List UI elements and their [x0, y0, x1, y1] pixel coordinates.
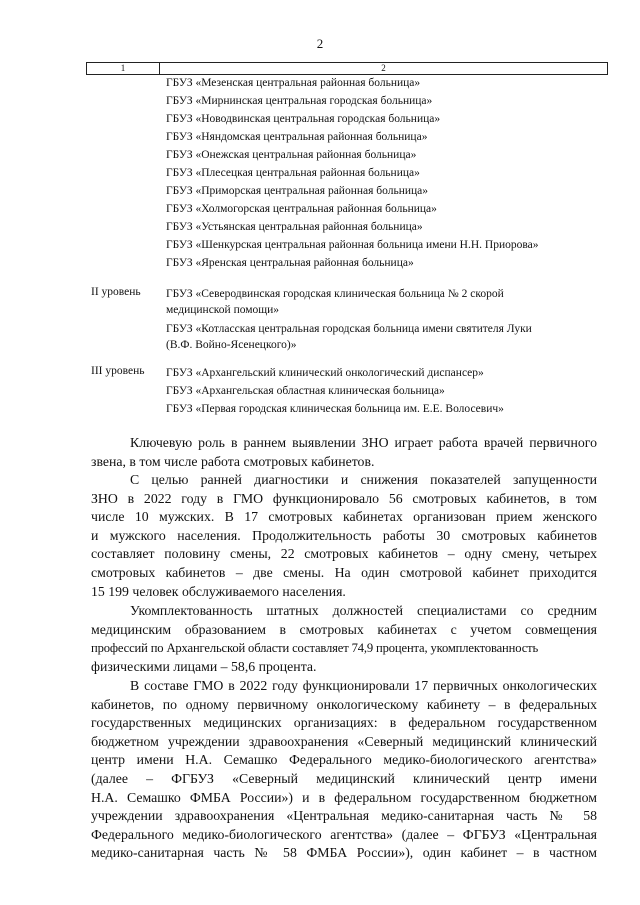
text-line: центр имени Н.А. Семашко Федерального медико-биологического агентства»	[91, 752, 597, 768]
text-line: составляет половину смены, 22 смотровых кабинетов – одну смену, четырех	[91, 546, 597, 562]
hospital-entry: ГБУЗ «Холмогорская центральная районная больница»	[166, 203, 437, 215]
paragraph	[91, 602, 597, 676]
hospital-entry-line: ГБУЗ «Котласская центральная городская больница имени святителя Луки	[166, 323, 532, 335]
table-header-col-1: 1	[87, 63, 160, 74]
hospital-entry	[166, 286, 606, 318]
hospital-entry: ГБУЗ «Плесецкая центральная районная больница»	[166, 167, 420, 179]
page-number: 2	[316, 36, 324, 51]
table-header	[86, 62, 608, 75]
hospital-entry: ГБУЗ «Няндомская центральная районная больница»	[166, 131, 428, 143]
text-line: государственных медицинских организациях: в федеральном государственном	[91, 715, 597, 731]
text-line: профессий по Архангельской области составляет 74,9 процента, укомплектованность	[91, 641, 539, 656]
text-line: Ключевую роль в раннем выявлении ЗНО играет работа врачей первичного	[130, 435, 597, 450]
hospital-entry: ГБУЗ «Шенкурская центральная районная больница имени Н.Н. Приорова»	[166, 239, 539, 251]
hospital-entry: ГБУЗ «Мезенская центральная районная больница»	[166, 77, 421, 89]
hospital-entry: ГБУЗ «Мирнинская центральная городская больница»	[166, 95, 433, 107]
hospital-entry: ГБУЗ «Приморская центральная районная больница»	[166, 185, 429, 197]
hospital-entry: ГБУЗ «Яренская центральная районная больница»	[166, 257, 414, 269]
hospital-entry: ГБУЗ «Новодвинская центральная городская больница»	[166, 113, 441, 125]
text-line: Укомплектованность штатных должностей специалистами со средним	[130, 603, 597, 618]
text-line: медицинским образованием в смотровых кабинетах с учетом совмещения	[91, 621, 597, 637]
paragraph	[91, 677, 597, 863]
text-line: С целью ранней диагностики и снижения показателей запущенности	[130, 472, 597, 487]
hospital-entry: ГБУЗ «Онежская центральная районная больница»	[166, 149, 417, 161]
hospital-entry-line: медицинской помощи»	[166, 304, 280, 316]
text-line: учреждении здравоохранения «Центральная медико-санитарная часть № 58	[91, 808, 597, 824]
hospital-entry	[166, 321, 606, 353]
text-line: медико-санитарная часть № 58 ФМБА России»), один кабинет – в частном	[91, 845, 597, 861]
level-3-label: III уровень	[91, 365, 145, 377]
text-line: кабинетов, по одному первичному онкологическому кабинету – в федеральных	[91, 696, 597, 712]
text-line: и мужского населения. Продолжительность работы 30 смотровых кабинетов	[91, 527, 597, 543]
text-line: числе 10 мужских. В 17 смотровых кабинетах организован прием женского	[91, 509, 597, 525]
text-line: физическими лицами – 58,6 процента.	[91, 658, 317, 674]
hospital-entry-line: (В.Ф. Войно-Ясенецкого)»	[166, 339, 297, 351]
text-line: Н.А. Семашко ФМБА России») и в федеральном государственном бюджетном	[91, 789, 597, 805]
text-line: бюджетном учреждении здравоохранения «Северный медицинский клинический	[91, 733, 597, 749]
text-line: ЗНО в 2022 году в ГМО функционировало 56 смотровых кабинетов, в том	[91, 490, 597, 506]
text-line: смотровых кабинетов – две смены. На один смотровой кабинет приходится	[91, 564, 597, 580]
text-line: 15 199 человек обслуживаемого населения.	[91, 583, 346, 599]
paragraph	[91, 434, 597, 471]
hospital-entry: ГБУЗ «Устьянская центральная районная больница»	[166, 221, 423, 233]
paragraph	[91, 471, 597, 601]
hospital-entry-line: ГБУЗ «Северодвинская городская клиническая больница № 2 скорой	[166, 288, 504, 300]
text-line: Федерального медико-биологического агентства» (далее – ФГБУЗ «Центральная	[91, 826, 597, 842]
text-line: В составе ГМО в 2022 году функционировали 17 первичных онкологических	[130, 678, 597, 693]
hospital-entry: ГБУЗ «Архангельский клинический онкологический диспансер»	[166, 367, 484, 379]
level-2-label: II уровень	[91, 286, 141, 298]
table-header-col-2: 2	[381, 63, 386, 73]
text-line: (далее – ФГБУЗ «Северный медицинский клинический центр имени	[91, 770, 597, 786]
text-line: звена, в том числе работа смотровых кабинетов.	[91, 453, 375, 469]
hospital-entry: ГБУЗ «Первая городская клиническая больница им. Е.Е. Волосевич»	[166, 403, 504, 415]
hospital-entry: ГБУЗ «Архангельская областная клиническая больница»	[166, 385, 445, 397]
